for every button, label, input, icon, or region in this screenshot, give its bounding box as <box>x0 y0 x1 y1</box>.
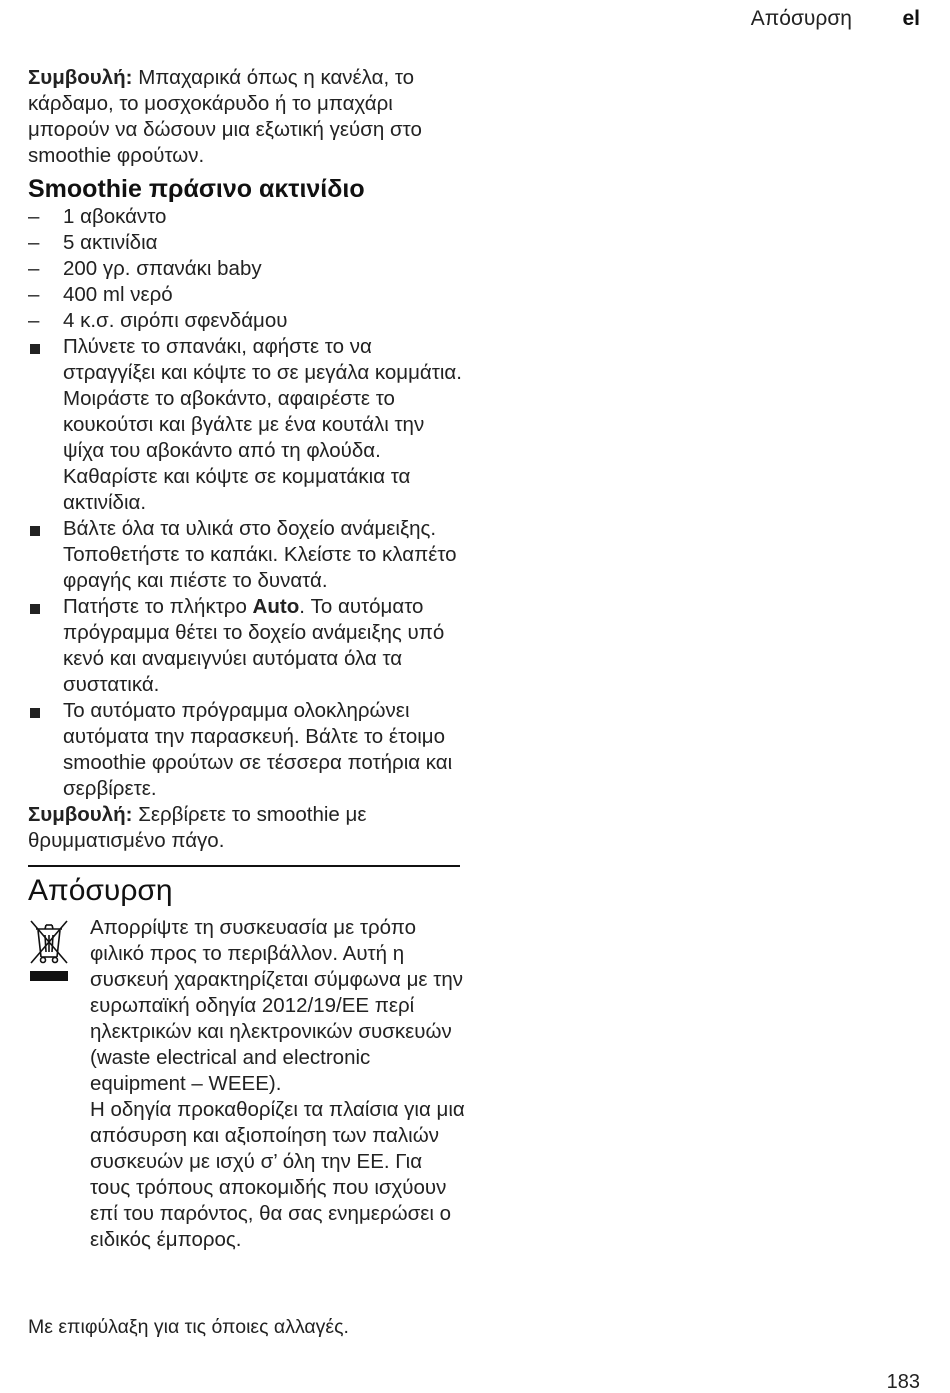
serving-tip-text: Σερβίρετε το smoothie με θρυμματισμένο πάγο. <box>28 803 367 852</box>
section-divider <box>28 865 460 867</box>
square-bullet-icon <box>30 708 40 718</box>
step-item <box>28 334 468 516</box>
ingredient-item: – 1 αβοκάντο <box>28 204 468 230</box>
square-bullet-icon <box>30 604 40 614</box>
step-text-before: Πατήστε το πλήκτρο <box>63 595 253 618</box>
ingredient-item: – 5 ακτινίδια <box>28 230 468 256</box>
ingredient-item: – 400 ml νερό <box>28 282 468 308</box>
disposal-paragraph-1: Απορρίψτε τη συσκευασία με τρόπο φιλικό προς το περιβάλλον. Αυτή η συσκευή χαρακτηρίζεται σύμφωνα με την ευρωπαϊκή οδηγία 2012/19/EE περί ηλεκτρικών και ηλεκτρονικών συσκευών (waste electrical and electronic equipment – WEEE). <box>90 916 464 1095</box>
step-item <box>28 516 468 594</box>
step-text: Βάλτε όλα τα υλικά στο δοχείο ανάμειξης. Τοποθετήστε το καπάκι. Κλείστε το κλαπέτο φραγής και πιέστε το δυνατά. <box>63 517 457 592</box>
step-text: Το αυτόματο πρόγραμμα ολοκληρώνει αυτόματα την παρασκευή. Βάλτε το έτοιμο smoothie φρούτων σε τέσσερα ποτήρια και σερβίρετε. <box>63 699 453 800</box>
recipe-title: Smoothie πράσινο ακτινίδιο <box>28 175 365 203</box>
disposal-paragraph-2: Η οδηγία προκαθορίζει τα πλαίσια για μια απόσυρση και αξιοποίηση των παλιών συσκευών με ισχύ σ’ όλη την ΕΕ. Για τους τρόπους αποκομιδής που ισχύουν επί του παρόντος, θα σας ενημερώσει ο ειδικός έμπορος. <box>90 1098 465 1251</box>
intro-tip-label: Συμβουλή: <box>28 66 133 89</box>
page-number: 183 <box>886 1371 920 1393</box>
ingredient-list <box>28 204 468 334</box>
square-bullet-icon <box>30 344 40 354</box>
running-header-section: Απόσυρση <box>750 7 852 30</box>
step-text: Πλύνετε το σπανάκι, αφήστε το να στραγγίξει και κόψτε το σε μεγάλα κομμάτια. Μοιράστε το αβοκάντο, αφαιρέστε το κουκούτσι και βγάλτε με ένα κουτάλι την ψίχα του αβοκάντο από τη φλούδα. Καθαρίστε και κόψτε σε κομματάκια τα ακτινίδια. <box>63 335 462 514</box>
step-item <box>28 594 468 698</box>
disposal-block <box>28 915 468 1253</box>
intro-tip <box>28 65 468 169</box>
auto-key-label: Auto <box>252 595 300 618</box>
weee-marking-bar <box>30 971 68 981</box>
step-list <box>28 334 468 802</box>
language-code: el <box>902 7 920 30</box>
step-text-after: . Το αυτόματο πρόγραμμα θέτει το δοχείο ανάμειξης υπό κενό και αναμειγνύει αυτόματα όλα τα συστατικά. <box>63 595 445 696</box>
disposal-heading: Απόσυρση <box>28 874 173 907</box>
ingredient-item: – 4 κ.σ. σιρόπι σφενδάμου <box>28 308 468 334</box>
crossed-out-wheelie-bin-icon <box>28 917 70 981</box>
square-bullet-icon <box>30 526 40 536</box>
serving-tip-label: Συμβουλή: <box>28 803 133 826</box>
ingredient-item: – 200 γρ. σπανάκι baby <box>28 256 468 282</box>
step-item <box>28 698 468 802</box>
intro-tip-text: Μπαχαρικά όπως η κανέλα, το κάρδαμο, το μοσχοκάρυδο ή το μπαχάρι μπορούν να δώσουν μια εξωτική γεύση στο smoothie φρούτων. <box>28 66 422 167</box>
serving-tip <box>28 802 468 854</box>
content-column <box>28 65 468 1253</box>
footer-note: Με επιφύλαξη για τις όποιες αλλαγές. <box>28 1316 349 1338</box>
